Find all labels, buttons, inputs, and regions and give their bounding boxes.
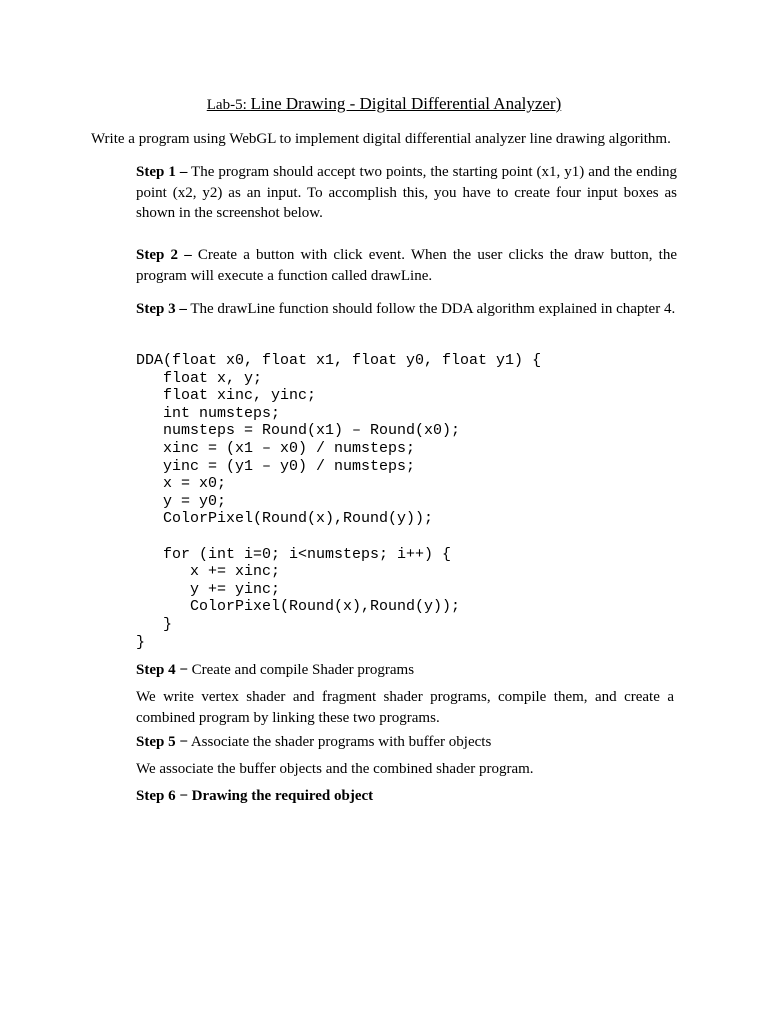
step-6: [136, 786, 677, 807]
step-5: [136, 732, 677, 753]
step-4-detail: We write vertex shader and fragment shader programs, compile them, and create a combined program by linking these two programs.: [136, 689, 674, 726]
step-1-label: Step 1 –: [136, 164, 188, 180]
page-title: [0, 94, 768, 114]
step-5-detail: We associate the buffer objects and the combined shader program.: [136, 761, 534, 777]
step-2-text: Create a button with click event. When the user clicks the draw button, the program will execute a function called drawLine.: [136, 247, 677, 284]
step-4-label: Step 4 −: [136, 662, 188, 678]
dda-code-block: DDA(float x0, float x1, float y0, float y1) { float x, y; float xinc, yinc; int numsteps; numsteps = Round(x1) – Round(x0); xinc = (x1 – x0) / numsteps; yinc = (y1 – y0) / numsteps; x = x0; y = y0; ColorPixel(Round(x),Round(y)); for (int i=0; i<numsteps; i++) { x += xinc; y += yinc; ColorPixel(Round(x),Round(y)); } }: [136, 352, 542, 651]
step-6-label: Step 6 − Drawing the required object: [136, 788, 374, 804]
step-1-text: The program should accept two points, the starting point (x1, y1) and the ending point (x2, y2) as an input. To accomplish this, you have to create four input boxes as shown in the screenshot below.: [136, 164, 677, 221]
step-4: [136, 660, 677, 681]
intro-paragraph: Write a program using WebGL to implement digital differential analyzer line drawing algorithm.: [91, 131, 671, 147]
step-3: [136, 299, 677, 320]
step-2-label: Step 2 –: [136, 247, 192, 263]
step-2: [136, 245, 677, 286]
step-1: [136, 162, 677, 224]
step-3-text: The drawLine function should follow the DDA algorithm explained in chapter 4.: [186, 301, 676, 317]
title-prefix: Lab-5:: [206, 97, 251, 113]
title-main: Line Drawing - Digital Differential Analyzer): [250, 94, 562, 113]
step-5-text: Associate the shader programs with buffer objects: [187, 734, 492, 750]
step-5-label: Step 5 −: [136, 734, 188, 750]
step-4-text: Create and compile Shader programs: [187, 662, 415, 678]
step-3-label: Step 3 –: [136, 301, 187, 317]
